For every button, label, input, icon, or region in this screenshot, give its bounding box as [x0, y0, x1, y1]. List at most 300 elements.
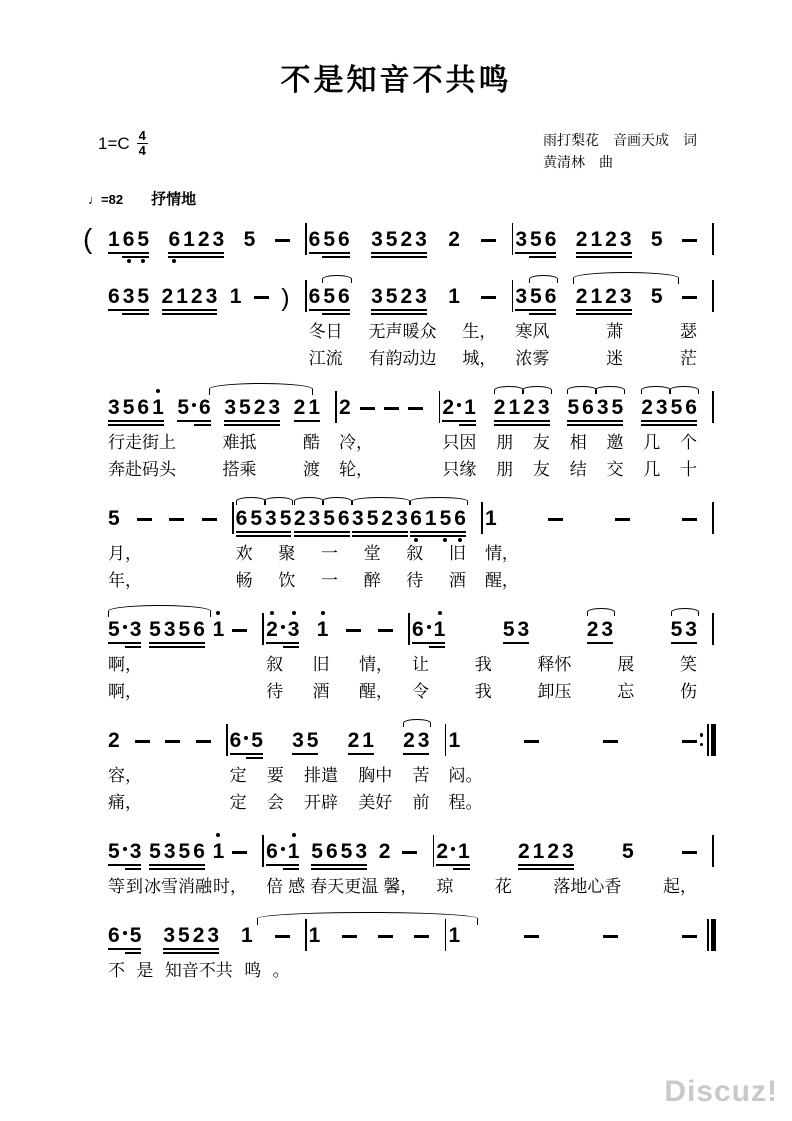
note: 5	[108, 619, 127, 640]
note-group	[275, 239, 290, 250]
lyric-syllable: 几	[643, 459, 661, 479]
beam-line	[149, 646, 205, 648]
note: 1	[308, 923, 321, 947]
score-line	[105, 389, 713, 483]
beam-line	[371, 313, 427, 315]
note: 5	[250, 506, 263, 530]
beam-line	[322, 256, 349, 258]
note-group	[108, 508, 120, 529]
note: 2	[641, 395, 653, 419]
note: 3	[619, 284, 632, 308]
note-group	[448, 286, 460, 307]
note: 6	[108, 284, 120, 308]
lyrics-measure	[105, 429, 336, 456]
lyric-syllable: 浓雾	[515, 348, 550, 368]
note-group	[294, 397, 320, 418]
barline-thick	[711, 724, 716, 756]
lyric-syllable: 胸中	[358, 765, 393, 785]
score-line	[83, 221, 713, 261]
notes-row	[105, 611, 713, 651]
note: 3	[396, 506, 408, 530]
lyric-syllable: 定	[229, 792, 247, 812]
note: 3	[108, 395, 120, 419]
note: 6	[193, 617, 205, 641]
note: 3	[265, 506, 277, 530]
duration-dash	[524, 935, 539, 938]
lyric-syllable: 鸣	[244, 960, 262, 980]
duration-dash	[275, 239, 290, 242]
slur-arc	[264, 497, 294, 505]
measure	[105, 833, 263, 873]
lyric-syllable: 旧	[448, 543, 466, 563]
duration-dash	[603, 740, 618, 743]
note: 1	[424, 506, 437, 530]
note: 1	[362, 728, 374, 752]
note-group	[524, 740, 539, 751]
lyric-syllable: 前	[412, 792, 430, 812]
duration-dash	[682, 935, 697, 938]
note: 6	[168, 229, 180, 250]
lyric-syllable: 个	[679, 432, 697, 452]
octave-dot-above	[438, 611, 442, 615]
note: 5	[306, 728, 319, 752]
beam-line	[122, 256, 149, 258]
note-group	[682, 239, 697, 250]
lyric-syllable: 醒，	[358, 681, 393, 701]
beam-line	[177, 420, 210, 422]
note: 2	[378, 839, 391, 863]
note-group	[494, 397, 550, 418]
duration-dash	[342, 935, 357, 938]
barline-thin	[707, 919, 709, 951]
lyrics-measure	[263, 651, 409, 678]
note-group	[481, 239, 496, 250]
note: 2	[547, 839, 560, 863]
note: 3	[122, 284, 135, 308]
duration-dash	[408, 407, 423, 410]
lyrics-measure	[105, 957, 306, 984]
augmentation-dot	[123, 931, 127, 935]
lyric-syllable: 酒	[312, 681, 330, 701]
slur-arc	[669, 386, 699, 394]
composer-credit: 黄清林 曲	[543, 154, 613, 171]
measure	[445, 722, 713, 762]
lyrics-measure	[445, 789, 713, 816]
note-group	[108, 397, 164, 418]
note: 5	[279, 506, 292, 530]
measure	[105, 611, 263, 651]
note: 5	[137, 284, 150, 308]
lyric-syllable: 邀	[606, 432, 624, 452]
lyric-syllable: 琼	[436, 876, 454, 896]
lyric-syllable: 不	[108, 960, 125, 980]
lyric-syllable: 苦	[412, 765, 430, 785]
augmentation-dot	[281, 847, 285, 851]
beam-line	[149, 868, 205, 870]
note-group	[576, 229, 632, 250]
beam-line	[168, 256, 224, 258]
lyric-syllable: 难抵	[222, 432, 257, 452]
note-group	[384, 407, 399, 418]
note: 5	[622, 839, 634, 863]
barline-thin	[707, 724, 709, 756]
lyrics-line	[105, 678, 713, 705]
lyrics-measure	[409, 678, 713, 705]
beam-line	[309, 309, 350, 311]
lyric-syllable: 几	[643, 432, 661, 452]
note: 1	[183, 227, 195, 251]
beam-line	[246, 757, 263, 759]
note: 5	[311, 839, 323, 863]
duration-dash	[682, 296, 697, 299]
octave-dot-above	[270, 611, 274, 615]
note-group	[108, 925, 141, 946]
beam-line	[371, 252, 427, 254]
note: 3	[212, 227, 225, 251]
note: 5	[239, 395, 251, 419]
beam-line	[163, 952, 219, 954]
note-group	[213, 619, 225, 640]
note: 5	[178, 617, 191, 641]
beam-line	[283, 646, 300, 648]
measure	[306, 917, 446, 957]
note-group	[281, 282, 290, 312]
note-group	[503, 619, 529, 640]
lyrics-measure	[263, 873, 433, 900]
duration-dash	[275, 935, 290, 938]
lyrics-measure	[336, 429, 439, 456]
note: 1	[152, 397, 164, 418]
lyrics-measure	[105, 762, 227, 789]
lyric-syllable: 是	[136, 960, 154, 980]
beam-line	[348, 753, 374, 755]
lyric-syllable: 释怀	[537, 654, 572, 674]
note: 5	[502, 617, 515, 641]
note: 2	[523, 395, 535, 419]
note-group	[165, 740, 180, 751]
duration-dash	[232, 851, 247, 854]
measure	[512, 221, 713, 261]
note: 1	[532, 839, 545, 863]
lyric-syllable: 我	[474, 654, 492, 674]
lyrics-measure	[512, 318, 713, 345]
note-group	[481, 296, 496, 307]
beam-line	[352, 531, 408, 533]
note: 3	[163, 923, 175, 947]
octave-dot-above	[216, 611, 220, 615]
song-title: 不是知音不共鸣	[280, 64, 512, 97]
duration-dash	[232, 629, 247, 632]
note: 1	[213, 841, 225, 862]
lyrics-measure	[439, 429, 713, 456]
lyric-syllable: 馨，	[383, 876, 418, 896]
score-line	[105, 611, 713, 705]
note: 6	[137, 395, 150, 419]
slur-arc	[567, 386, 597, 394]
lyrics-line	[105, 651, 713, 678]
lyric-syllable: 啊，	[108, 654, 142, 674]
note-group	[232, 851, 247, 862]
note: 3	[163, 839, 176, 863]
lyrics-measure	[105, 318, 306, 345]
note: 6	[338, 227, 350, 251]
lyric-syllable: 月，	[108, 543, 142, 563]
note-group	[135, 740, 150, 751]
octave-dot-above	[292, 611, 296, 615]
lyric-syllable: 年，	[108, 570, 142, 590]
note: 5	[530, 284, 542, 308]
slur-arc	[108, 605, 211, 617]
lyric-syllable: 起，	[662, 876, 697, 896]
lyric-syllable: 只因	[442, 432, 477, 452]
note-group	[169, 518, 184, 529]
lyrics-measure	[227, 789, 446, 816]
note: 3	[655, 395, 668, 419]
octave-dot-below	[414, 538, 418, 542]
note: 5	[340, 839, 353, 863]
note-group	[309, 925, 321, 946]
note: 5	[177, 397, 196, 418]
duration-dash	[414, 935, 429, 938]
barline	[712, 223, 714, 255]
slur-arc	[595, 386, 625, 394]
note: 2	[403, 728, 415, 752]
note-group	[196, 740, 211, 751]
beam-line	[108, 424, 164, 426]
lyric-syllable: 美好	[358, 792, 393, 812]
note-group	[275, 935, 290, 946]
note-group	[567, 397, 623, 418]
note-group	[641, 397, 697, 418]
lyric-syllable: 城，	[462, 348, 497, 368]
beam-line	[292, 753, 318, 755]
lyric-syllable: 待	[266, 681, 284, 701]
lyric-syllable: 叙	[406, 543, 424, 563]
beam-line	[587, 642, 613, 644]
note: 5	[650, 227, 663, 251]
note: 3	[308, 506, 321, 530]
lyric-syllable: 等	[108, 876, 125, 896]
beam-line	[236, 531, 292, 533]
note: 3	[619, 227, 632, 251]
measure	[482, 500, 713, 540]
note-group	[682, 851, 697, 862]
lyric-syllable: 轮，	[339, 459, 374, 479]
note-group	[448, 925, 460, 946]
note-group	[230, 286, 242, 307]
note: 3	[562, 839, 574, 863]
beam-line	[515, 252, 556, 254]
note-group	[309, 286, 350, 307]
duration-dash	[378, 935, 393, 938]
lyrics-measure	[105, 540, 233, 567]
note-group	[414, 935, 429, 946]
meta-row	[98, 129, 697, 174]
beam-line	[453, 868, 470, 870]
note: 6	[338, 284, 350, 308]
lyric-syllable: 旧	[312, 654, 330, 674]
beam-line	[671, 642, 697, 644]
note: 3	[268, 395, 281, 419]
note-group	[294, 508, 350, 529]
note-group	[603, 740, 618, 751]
note: 2	[493, 395, 506, 419]
note: 5	[670, 395, 683, 419]
slur-arc	[587, 608, 615, 616]
note: 2	[339, 395, 351, 419]
barline	[712, 835, 714, 867]
beam-line	[311, 864, 367, 866]
lyric-syllable: 排遣	[304, 765, 339, 785]
lyric-syllable: 渡	[303, 459, 321, 479]
augmentation-dot	[244, 736, 248, 740]
note: 1	[448, 284, 460, 308]
lyric-syllable: 搭乘	[222, 459, 257, 479]
note-group	[360, 407, 375, 418]
lyrics-measure	[105, 567, 233, 594]
lyrics-line	[105, 873, 713, 900]
note: 5	[530, 227, 542, 251]
beam-line	[236, 535, 292, 537]
note: 2	[192, 923, 205, 947]
beam-line	[230, 753, 263, 755]
note-group	[236, 508, 292, 529]
note: 3	[415, 284, 427, 308]
note: 3	[207, 923, 220, 947]
lyric-syllable: 萧	[606, 321, 624, 341]
beam-line	[294, 420, 320, 422]
note: 1	[317, 619, 329, 640]
note-group	[410, 508, 466, 529]
note: 1	[458, 839, 470, 863]
lyric-syllable: 冰雪消融	[144, 876, 213, 896]
note-group	[485, 508, 497, 529]
duration-dash	[254, 296, 269, 299]
octave-dot-above	[156, 389, 160, 393]
lyric-syllable: 到	[126, 876, 144, 896]
lyrics-measure	[433, 873, 713, 900]
beam-line	[576, 309, 632, 311]
score-line	[105, 917, 713, 984]
note: 1	[448, 923, 461, 947]
note: 1	[448, 728, 461, 752]
beam-line	[576, 252, 632, 254]
lyric-syllable: 啊，	[108, 681, 142, 701]
lyrics-measure	[445, 762, 713, 789]
note-group	[213, 841, 225, 862]
beam-line	[410, 531, 466, 533]
repeat-barline	[700, 724, 716, 756]
duration-dash	[615, 518, 630, 521]
note: 5	[149, 617, 161, 641]
note-group	[163, 925, 219, 946]
lyric-syllable: 落地心香	[553, 876, 622, 896]
note-group	[137, 518, 152, 529]
note: 2	[293, 395, 306, 419]
duration-dash	[524, 740, 539, 743]
duration-dash	[682, 239, 697, 242]
note-group	[108, 619, 141, 640]
lyric-syllable: 饮	[278, 570, 296, 590]
lyrics-measure	[227, 762, 446, 789]
lyric-syllable: 待	[406, 570, 424, 590]
slur-arc	[529, 275, 558, 283]
beam-line	[641, 420, 697, 422]
note-group	[241, 925, 253, 946]
note-group	[339, 397, 351, 418]
slur-arc	[671, 608, 699, 616]
beam-line	[194, 424, 211, 426]
lyrics-line	[105, 429, 713, 456]
lyrics-line	[105, 567, 713, 594]
lyric-syllable: 冷，	[339, 432, 374, 452]
slur-arc	[322, 497, 352, 505]
intro-close-paren: )	[281, 283, 290, 312]
measure	[105, 500, 233, 540]
lyric-syllable: 会	[266, 792, 284, 812]
time-signature-denominator: 4	[138, 143, 146, 159]
final-barline	[707, 919, 716, 951]
note-group	[378, 935, 393, 946]
note: 6	[308, 227, 321, 251]
lyric-syllable: 茫	[679, 348, 697, 368]
note: 6	[199, 395, 211, 419]
beam-line	[403, 753, 429, 755]
note: 2	[517, 839, 530, 863]
note: 6	[230, 730, 249, 751]
note: 5	[178, 839, 191, 863]
beam-line	[294, 531, 350, 533]
note: 2	[161, 284, 174, 308]
note-group	[378, 629, 393, 640]
lyrics-measure	[105, 678, 263, 705]
augmentation-dot	[281, 625, 285, 629]
beam-line	[108, 948, 141, 950]
beam-line	[149, 864, 205, 866]
note: 1	[176, 284, 188, 308]
lyrics-measure	[336, 456, 439, 483]
note: 1	[308, 395, 321, 419]
duration-dash	[169, 518, 184, 521]
note: 2	[400, 284, 413, 308]
notes-row	[105, 389, 713, 429]
beam-line	[459, 424, 476, 426]
slur-arc	[209, 383, 313, 395]
note-group	[266, 619, 299, 640]
notes-row	[105, 500, 713, 540]
note: 2	[448, 227, 460, 251]
note: 3	[355, 839, 367, 863]
slur-arc	[236, 497, 266, 505]
note: 3	[515, 284, 528, 308]
lyric-syllable: 醒，	[484, 570, 519, 590]
notes-row	[105, 833, 713, 873]
measure	[336, 389, 439, 429]
note-group	[371, 229, 427, 250]
lyric-syllable: 。	[272, 960, 290, 980]
note: 3	[371, 227, 383, 251]
note-group	[436, 841, 469, 862]
note: 2	[400, 227, 413, 251]
note: 5	[385, 284, 398, 308]
lyric-syllable: 朋	[496, 459, 514, 479]
slur-arc	[352, 497, 410, 505]
note-group	[379, 841, 391, 862]
beam-line	[352, 535, 408, 537]
beam-line	[410, 535, 466, 537]
note-group	[615, 518, 630, 529]
beam-line	[429, 646, 446, 648]
